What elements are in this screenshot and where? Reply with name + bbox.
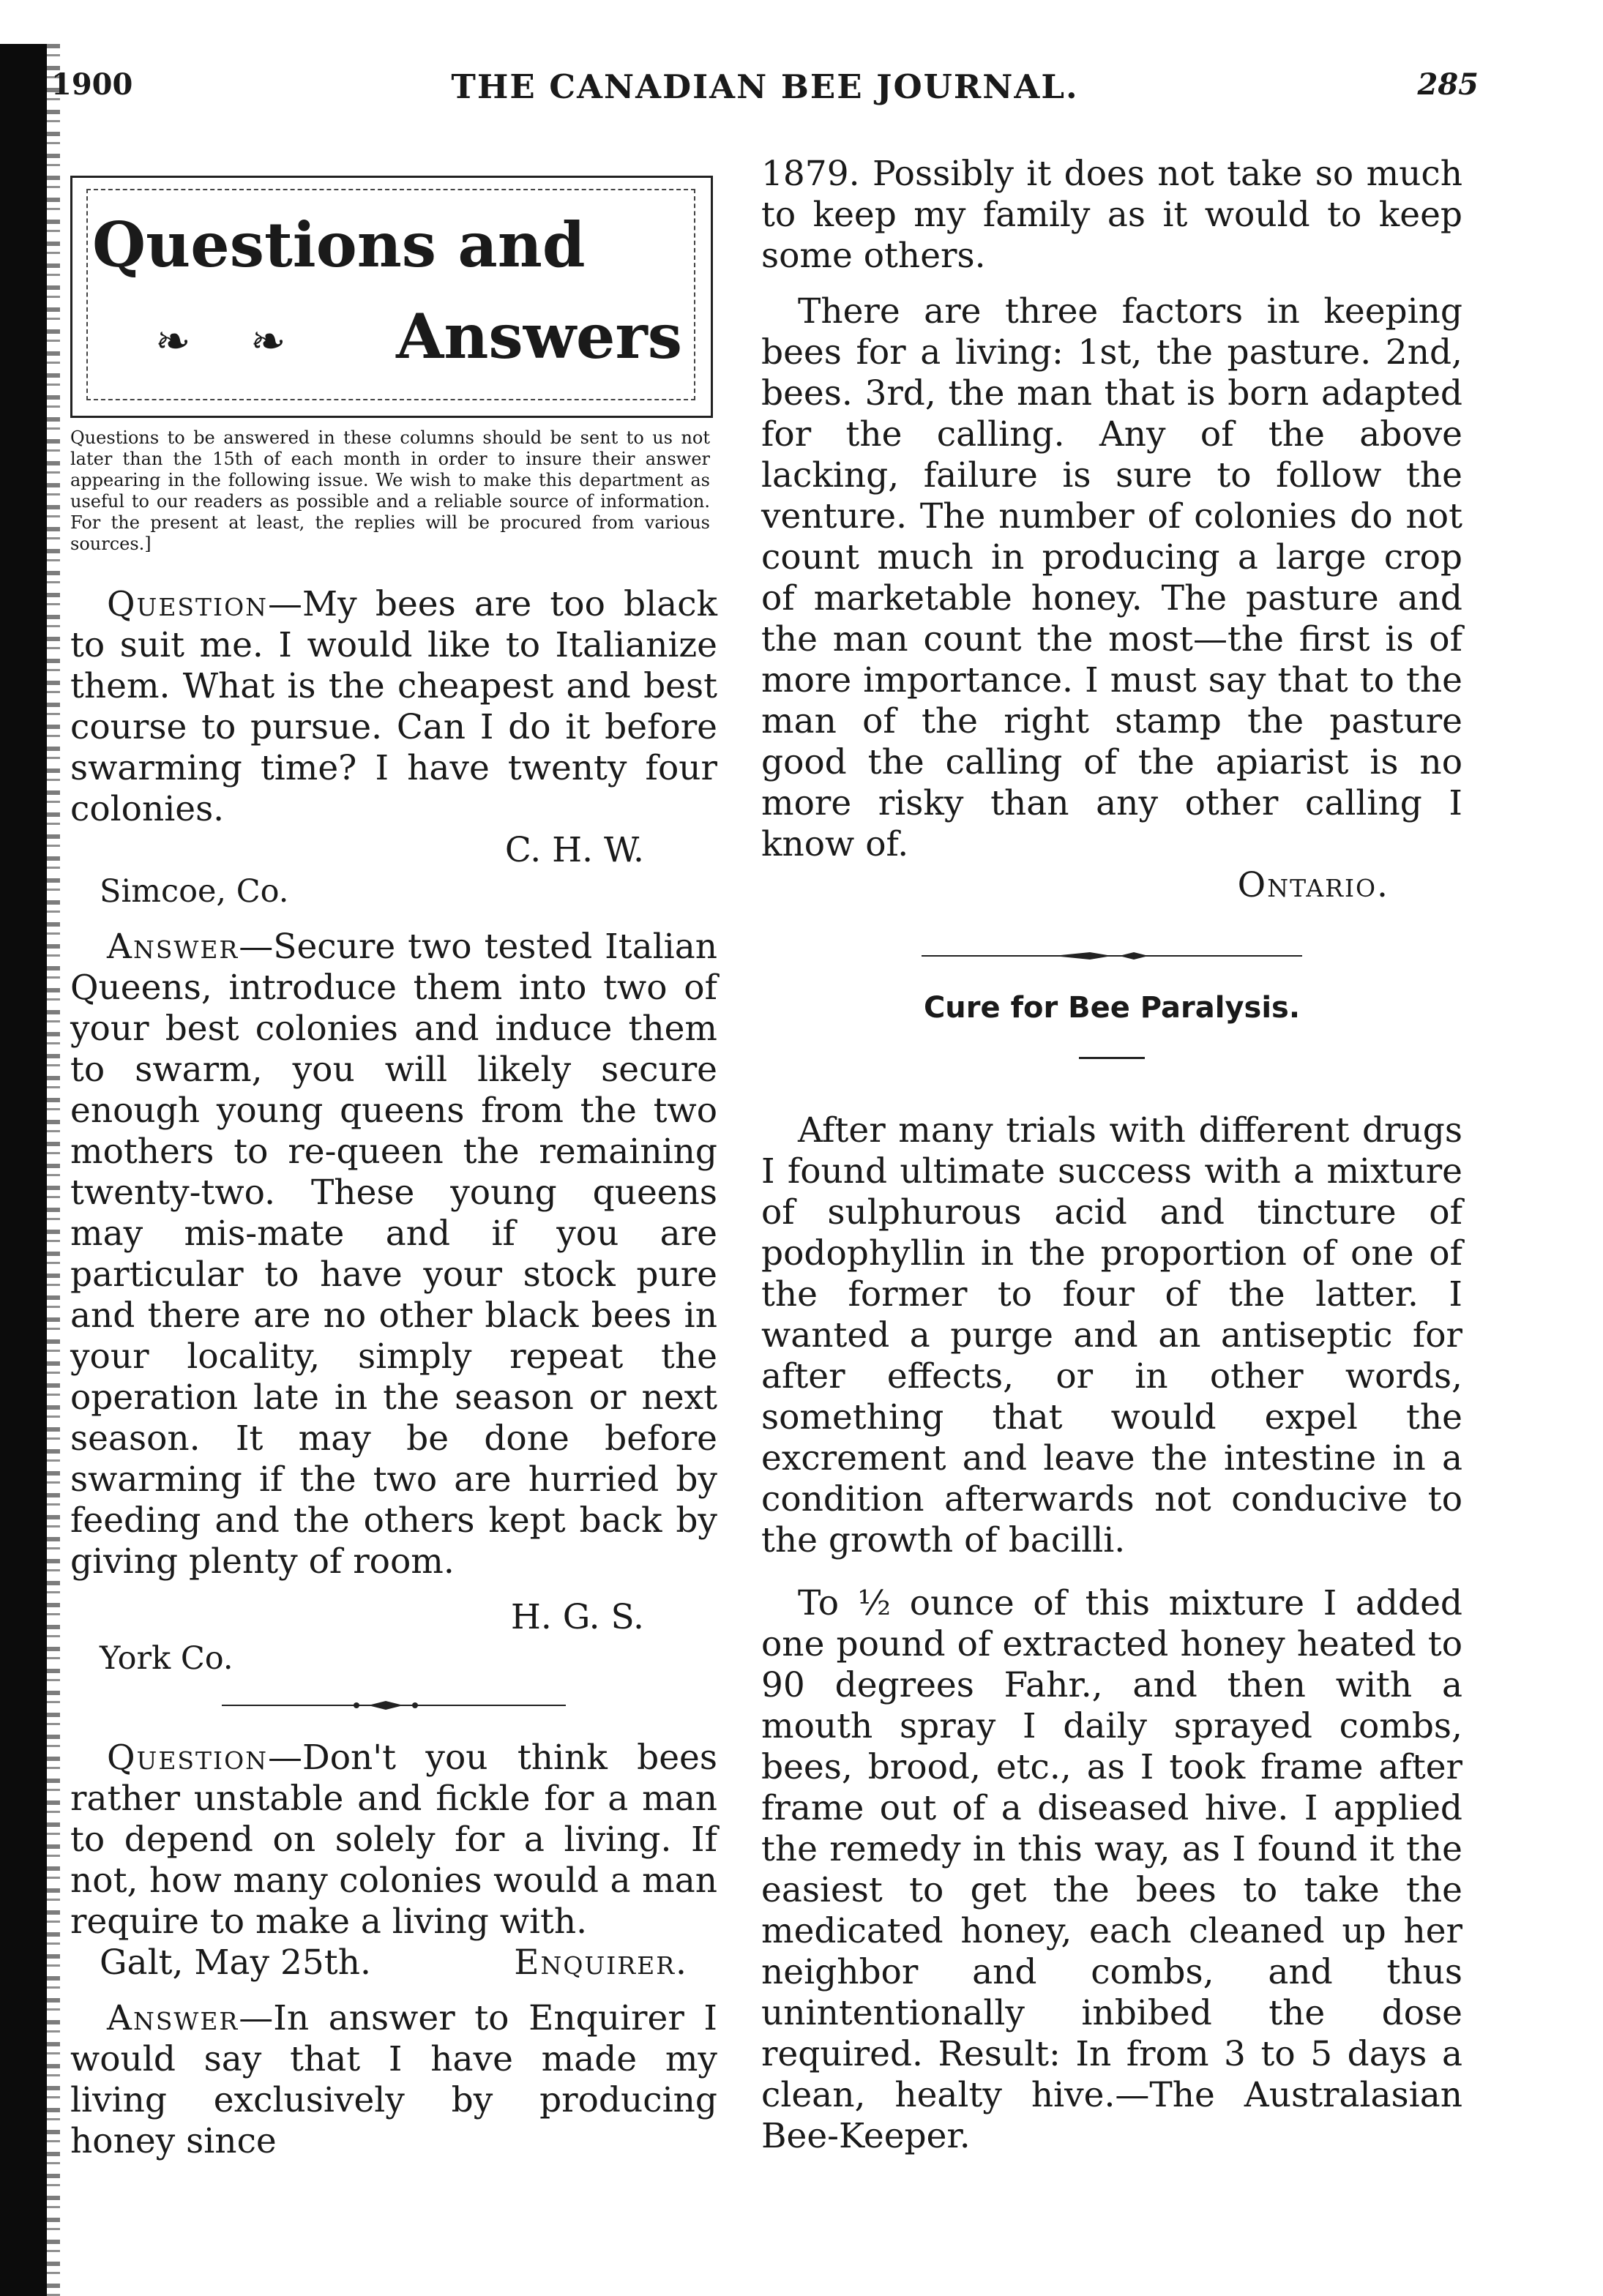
running-head — [51, 67, 1479, 119]
question-label: Question — [107, 584, 269, 624]
answer-1 — [70, 927, 717, 1582]
ornamental-rule — [70, 1699, 717, 1711]
answer-text: —In answer to Enquirer I would say that I have made my living exclusively by producing honey since — [70, 1998, 717, 2161]
answer-1-place: York Co. — [100, 1640, 233, 1677]
title-rule — [1079, 1057, 1145, 1059]
section-title-line2: Answers — [396, 300, 682, 373]
ornament-icon — [222, 1699, 566, 1711]
section-title-line1: Questions and — [92, 209, 586, 281]
binding-shadow — [47, 44, 60, 2296]
question-1 — [70, 584, 717, 830]
ornamental-rule — [761, 950, 1462, 962]
answer-2-part1 — [70, 1998, 717, 2162]
journal-title: THE CANADIAN BEE JOURNAL. — [451, 67, 1079, 106]
question-2 — [70, 1738, 717, 1942]
fleuron-icon: ❧ — [250, 316, 286, 366]
question-2-place-date: Galt, May 25th. — [100, 1942, 371, 1983]
question-1-place: Simcoe, Co. — [100, 873, 289, 910]
page-binding-edge — [0, 44, 47, 2296]
question-2-signature: Enquirer. — [514, 1942, 688, 1983]
answer-2-paragraph-2: There are three factors in keeping bees for a living: 1st, the pasture. 2nd, bees. 3rd, the man that is born adapted for the calling. Any of the above lacking, failure is sure to follow the venture. The number of colonies do not count much in producing a large crop of marketable honey. The pasture and the man count the most—the first is of more importance. I must say that to the man of the right stamp the pasture good the calling of the apiarist is no more risky than any other calling I know of. — [761, 291, 1462, 864]
fleuron-icon: ❧ — [155, 316, 191, 366]
question-text: —My bees are too black to suit me. I would like to Italianize them. What is the cheapest and best course to pursue. Can I do it before swarming time? I have twenty four colonies. — [70, 584, 717, 829]
question-1-signature: C. H. W. — [504, 830, 644, 870]
answer-label: Answer — [107, 1998, 239, 2038]
questions-answers-header — [70, 154, 717, 417]
question-text: —Don't you think bees rather unstable and fickle for a man to depend on solely for a living. If not, how many colonies would a man require to make a living with. — [70, 1738, 717, 1942]
answer-2-signature: Ontario. — [1237, 865, 1389, 905]
answer-label: Answer — [107, 927, 239, 967]
page-number: 285 — [1417, 67, 1479, 102]
left-column — [70, 154, 717, 2162]
question-2-dateline — [100, 1942, 688, 1983]
ornament-icon — [922, 950, 1302, 962]
right-column — [761, 154, 1462, 2157]
running-head-year: 1900 — [51, 67, 133, 102]
article-title: Cure for Bee Paralysis. — [923, 991, 1301, 1025]
article-paragraph-1: After many trials with different drugs I found ultimate success with a mixture of sulphurous acid and tincture of podophyllin in the proportion of one of the former to four of the latter. I wanted a purge and an antiseptic for after effects, or in other words, something that would expel the excrement and leave the intestine in a condition afterwards not conducive to the growth of bacilli. — [761, 1110, 1462, 1560]
answer-2-continued: 1879. Possibly it does not take so much to keep my family as it would to keep some others. — [761, 154, 1462, 276]
answer-1-signature: H. G. S. — [510, 1597, 644, 1637]
article-paragraph-2: To ½ ounce of this mixture I added one pound of extracted honey heated to 90 degrees Fahr., and then with a mouth spray I daily sprayed combs, bees, brood, etc., as I took frame after frame out of a diseased hive. I applied the remedy in this way, as I found it the easiest to get the bees to take the medicated honey, each cleaned up her neighbor and combs, and thus unintentionally inbibed the dose required. Result: In from 3 to 5 days a clean, healty hive.—The Australasian Bee-Keeper. — [761, 1583, 1462, 2156]
answer-text: —Secure two tested Italian Queens, introduce them into two of your best colonies and induce them to swarm, you will likely secure enough young queens from the two mothers to re-queen the remaining twenty-two. These young queens may mis-mate and if you are particular to have your stock pure and there are no other black bees in your locality, simply repeat the operation late in the season or next season. It may be done before swarming if the two are hurried by feeding and the others kept back by giving plenty of room. — [70, 927, 717, 1582]
question-label: Question — [107, 1738, 269, 1778]
section-notice: Questions to be answered in these columns should be sent to us not later than the 15th of each month in order to insure their answer appearing in the following issue. We wish to make this department as useful to our readers as possible and a reliable source of information. For the present at least, the replies will be procured from various sources.] — [70, 427, 710, 554]
